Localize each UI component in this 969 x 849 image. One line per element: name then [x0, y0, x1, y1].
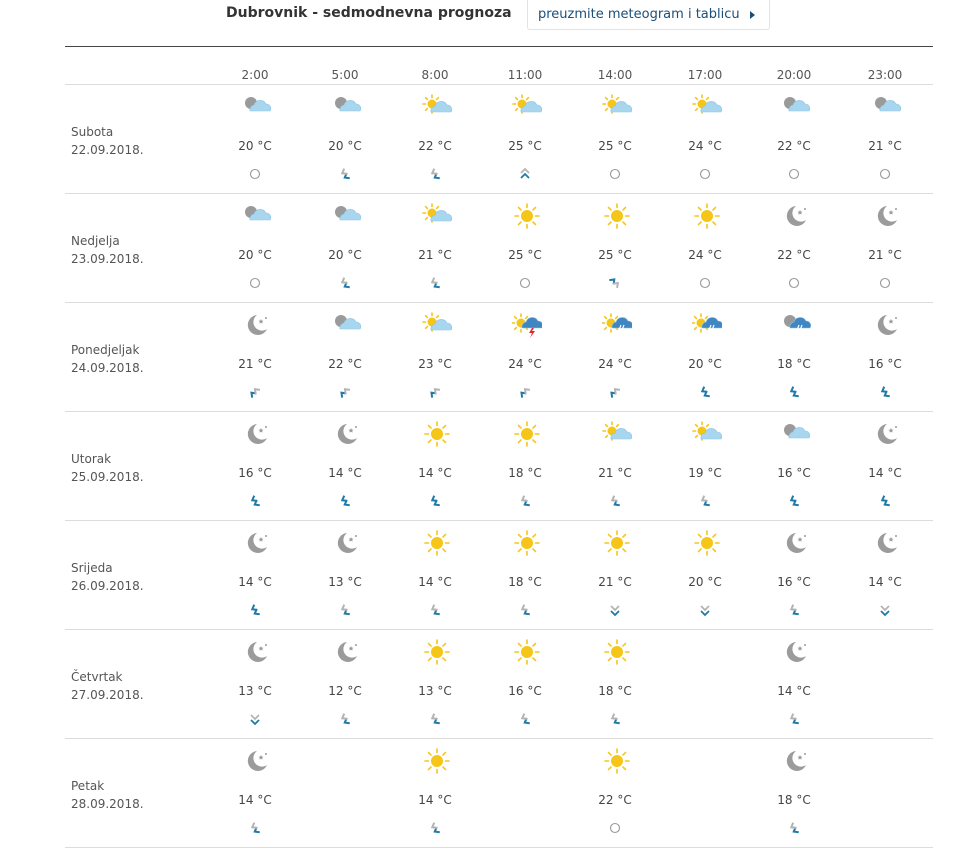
wind-nw-blue-icon: [605, 384, 625, 400]
sun-icon: [692, 203, 722, 229]
forecast-cell[interactable]: [395, 412, 475, 520]
hour-label: 5:00: [331, 68, 359, 82]
wind-ne-blue-icon: [695, 493, 715, 509]
forecast-cell[interactable]: [215, 739, 295, 847]
day-name: Utorak: [71, 452, 112, 466]
sun-storm-icon: [512, 312, 542, 338]
temperature: 24 °C: [508, 357, 542, 371]
day-name: Ponedjeljak: [71, 343, 140, 357]
forecast-cell[interactable]: [845, 412, 925, 520]
temperature: 16 °C: [508, 684, 542, 698]
meteogram-download-label: preuzmite meteogram i tablicu: [538, 7, 740, 22]
sun-rain-icon: [602, 312, 632, 338]
temperature: 20 °C: [688, 575, 722, 589]
calm-circle-icon: [784, 166, 804, 182]
temperature: 21 °C: [598, 466, 632, 480]
sun-icon: [422, 639, 452, 665]
wind-nw-blue-icon: [335, 384, 355, 400]
moon-icon: [242, 748, 272, 774]
wind-n-blue-icon: [605, 602, 625, 618]
cloud-rain-icon: [781, 312, 811, 338]
forecast-cell[interactable]: [845, 521, 925, 629]
temperature: 13 °C: [418, 684, 452, 698]
temperature: 25 °C: [508, 139, 542, 153]
forecast-cell[interactable]: [665, 194, 745, 302]
wind-ne-blue-icon: [245, 820, 265, 836]
sun-cloud-icon: [602, 421, 632, 447]
day-date: 25.09.2018.: [71, 470, 144, 484]
temperature: 25 °C: [508, 248, 542, 262]
moon-icon: [872, 530, 902, 556]
temperature: 14 °C: [868, 575, 902, 589]
moon-icon: [781, 203, 811, 229]
sun-icon: [602, 530, 632, 556]
temperature: 14 °C: [328, 466, 362, 480]
calm-circle-icon: [245, 166, 265, 182]
temperature: 19 °C: [688, 466, 722, 480]
moon-icon: [872, 312, 902, 338]
cloud-night-icon: [332, 203, 362, 229]
forecast-cell[interactable]: [395, 85, 475, 193]
forecast-cell[interactable]: [754, 412, 834, 520]
moon-icon: [242, 421, 272, 447]
day-date: 24.09.2018.: [71, 361, 144, 375]
temperature: 18 °C: [508, 466, 542, 480]
day-label: [71, 123, 144, 159]
forecast-cell[interactable]: [395, 630, 475, 738]
day-date: 28.09.2018.: [71, 797, 144, 811]
temperature: 23 °C: [418, 357, 452, 371]
forecast-cell[interactable]: [754, 739, 834, 847]
forecast-cell[interactable]: [665, 303, 745, 411]
sun-icon: [422, 530, 452, 556]
wind-ne-blue-icon: [425, 820, 445, 836]
forecast-cell[interactable]: [485, 630, 565, 738]
wind-ne-strong-icon: [784, 493, 804, 509]
temperature: 21 °C: [868, 248, 902, 262]
wind-ne-blue-icon: [784, 602, 804, 618]
forecast-cell[interactable]: [305, 630, 385, 738]
temperature: 14 °C: [868, 466, 902, 480]
forecast-cell[interactable]: [215, 412, 295, 520]
temperature: 22 °C: [328, 357, 362, 371]
wind-ne-blue-icon: [515, 493, 535, 509]
sun-icon: [692, 530, 722, 556]
wind-ne-blue-icon: [425, 711, 445, 727]
wind-ne-strong-icon: [335, 493, 355, 509]
moon-icon: [332, 530, 362, 556]
forecast-cell[interactable]: [215, 630, 295, 738]
sun-rain-icon: [692, 312, 722, 338]
sun-icon: [602, 639, 632, 665]
temperature: 18 °C: [777, 793, 811, 807]
forecast-day-row: [65, 85, 933, 194]
forecast-cell[interactable]: [485, 412, 565, 520]
cloud-night-icon: [781, 94, 811, 120]
hour-label: 17:00: [687, 68, 723, 82]
cloud-night-icon: [242, 203, 272, 229]
moon-icon: [781, 530, 811, 556]
forecast-cell[interactable]: [754, 303, 834, 411]
temperature: 21 °C: [238, 357, 272, 371]
wind-ne-blue-icon: [605, 493, 625, 509]
forecast-cell[interactable]: [845, 303, 925, 411]
temperature: 16 °C: [777, 575, 811, 589]
sun-icon: [512, 421, 542, 447]
moon-icon: [242, 312, 272, 338]
moon-icon: [781, 639, 811, 665]
calm-circle-icon: [515, 275, 535, 291]
forecast-cell[interactable]: [215, 303, 295, 411]
forecast-cell[interactable]: [575, 303, 655, 411]
calm-circle-icon: [875, 166, 895, 182]
header-divider: [65, 46, 933, 47]
temperature: 14 °C: [418, 466, 452, 480]
sun-icon: [422, 748, 452, 774]
forecast-cell[interactable]: [485, 303, 565, 411]
forecast-cell[interactable]: [305, 521, 385, 629]
temperature: 22 °C: [777, 139, 811, 153]
hours-header: [65, 64, 933, 85]
wind-ne-strong-icon: [784, 384, 804, 400]
forecast-cell[interactable]: [305, 85, 385, 193]
forecast-day-row: [65, 521, 933, 630]
forecast-cell[interactable]: [845, 85, 925, 193]
day-label: [71, 668, 144, 704]
meteogram-download-button[interactable]: [527, 0, 770, 30]
sun-icon: [602, 748, 632, 774]
forecast-cell[interactable]: [754, 85, 834, 193]
moon-icon: [242, 639, 272, 665]
day-label: [71, 341, 144, 377]
forecast-cell[interactable]: [665, 521, 745, 629]
wind-ne-blue-icon: [425, 166, 445, 182]
sun-cloud-icon: [422, 94, 452, 120]
temperature: 25 °C: [598, 248, 632, 262]
wind-ne-blue-icon: [784, 820, 804, 836]
temperature: 25 °C: [598, 139, 632, 153]
wind-ne-strong-icon: [245, 602, 265, 618]
sun-icon: [602, 203, 632, 229]
wind-ne-blue-icon: [515, 711, 535, 727]
calm-circle-icon: [605, 820, 625, 836]
wind-nw-blue-icon: [425, 384, 445, 400]
calm-circle-icon: [784, 275, 804, 291]
day-name: Srijeda: [71, 561, 113, 575]
forecast-cell[interactable]: [395, 303, 475, 411]
day-name: Subota: [71, 125, 114, 139]
forecast-cell[interactable]: [485, 85, 565, 193]
cloud-night-icon: [332, 312, 362, 338]
temperature: 24 °C: [598, 357, 632, 371]
sun-icon: [512, 530, 542, 556]
forecast-cell[interactable]: [575, 194, 655, 302]
forecast-cell[interactable]: [575, 630, 655, 738]
wind-ne-strong-icon: [425, 493, 445, 509]
wind-ne-strong-icon: [245, 493, 265, 509]
hour-label: 23:00: [867, 68, 903, 82]
wind-s-blue-icon: [515, 166, 535, 182]
wind-nw-blue-icon: [245, 384, 265, 400]
forecast-cell[interactable]: [215, 194, 295, 302]
calm-circle-icon: [605, 166, 625, 182]
day-name: Petak: [71, 779, 105, 793]
forecast-cell[interactable]: [395, 521, 475, 629]
forecast-cell[interactable]: [575, 85, 655, 193]
wind-ne-blue-icon: [335, 602, 355, 618]
calm-circle-icon: [695, 166, 715, 182]
sun-cloud-icon: [602, 94, 632, 120]
forecast-cell[interactable]: [754, 521, 834, 629]
temperature: 16 °C: [238, 466, 272, 480]
wind-ne-blue-icon: [335, 711, 355, 727]
temperature: 20 °C: [238, 248, 272, 262]
forecast-cell[interactable]: [305, 412, 385, 520]
cloud-night-icon: [872, 94, 902, 120]
moon-icon: [242, 530, 272, 556]
forecast-cell[interactable]: [754, 194, 834, 302]
day-name: Četvrtak: [71, 670, 123, 684]
wind-n-blue-icon: [875, 602, 895, 618]
forecast-cell[interactable]: [575, 739, 655, 847]
page-title: Dubrovnik - sedmodnevna prognoza: [226, 5, 512, 21]
temperature: 20 °C: [328, 139, 362, 153]
day-date: 23.09.2018.: [71, 252, 144, 266]
temperature: 13 °C: [328, 575, 362, 589]
sun-cloud-icon: [692, 94, 722, 120]
temperature: 21 °C: [598, 575, 632, 589]
wind-nw-blue-icon: [515, 384, 535, 400]
wind-n-blue-icon: [245, 711, 265, 727]
sun-icon: [422, 421, 452, 447]
forecast-cell[interactable]: [485, 521, 565, 629]
moon-icon: [332, 639, 362, 665]
forecast-day-row: [65, 194, 933, 303]
forecast-day-row: [65, 630, 933, 739]
temperature: 22 °C: [598, 793, 632, 807]
wind-ne-blue-icon: [425, 275, 445, 291]
wind-ne-strong-icon: [695, 384, 715, 400]
forecast-day-row: [65, 303, 933, 412]
sun-cloud-icon: [692, 421, 722, 447]
day-date: 22.09.2018.: [71, 143, 144, 157]
forecast-cell[interactable]: [215, 85, 295, 193]
temperature: 21 °C: [868, 139, 902, 153]
temperature: 24 °C: [688, 248, 722, 262]
forecast-day-row: [65, 412, 933, 521]
temperature: 14 °C: [238, 793, 272, 807]
day-name: Nedjelja: [71, 234, 120, 248]
hour-label: 20:00: [776, 68, 812, 82]
temperature: 16 °C: [868, 357, 902, 371]
wind-ne-strong-icon: [875, 384, 895, 400]
forecast-day-row: [65, 739, 933, 848]
temperature: 18 °C: [508, 575, 542, 589]
wind-ne-blue-icon: [425, 602, 445, 618]
forecast-cell[interactable]: [305, 194, 385, 302]
cloud-night-icon: [332, 94, 362, 120]
moon-icon: [781, 748, 811, 774]
forecast-cell[interactable]: [215, 521, 295, 629]
calm-circle-icon: [695, 275, 715, 291]
cloud-night-icon: [242, 94, 272, 120]
wind-sw-blue-icon: [605, 275, 625, 291]
temperature: 21 °C: [418, 248, 452, 262]
day-label: [71, 232, 144, 268]
temperature: 24 °C: [688, 139, 722, 153]
hour-label: 11:00: [507, 68, 543, 82]
temperature: 13 °C: [238, 684, 272, 698]
day-label: [71, 777, 144, 813]
hour-label: 8:00: [421, 68, 449, 82]
wind-ne-blue-icon: [335, 166, 355, 182]
calm-circle-icon: [245, 275, 265, 291]
forecast-cell[interactable]: [575, 521, 655, 629]
moon-icon: [872, 203, 902, 229]
forecast-cell[interactable]: [395, 194, 475, 302]
temperature: 14 °C: [418, 575, 452, 589]
wind-ne-blue-icon: [605, 711, 625, 727]
wind-ne-blue-icon: [515, 602, 535, 618]
day-label: [71, 450, 144, 486]
temperature: 22 °C: [777, 248, 811, 262]
temperature: 22 °C: [418, 139, 452, 153]
day-label: [71, 559, 144, 595]
forecast-cell[interactable]: [395, 739, 475, 847]
hour-label: 14:00: [597, 68, 633, 82]
forecast-cell[interactable]: [485, 194, 565, 302]
caret-right-icon: [750, 11, 755, 19]
temperature: 20 °C: [328, 248, 362, 262]
forecast-cell[interactable]: [665, 412, 745, 520]
temperature: 16 °C: [777, 466, 811, 480]
day-date: 27.09.2018.: [71, 688, 144, 702]
forecast-cell[interactable]: [845, 194, 925, 302]
temperature: 18 °C: [598, 684, 632, 698]
temperature: 20 °C: [238, 139, 272, 153]
forecast-cell[interactable]: [305, 303, 385, 411]
cloud-night-icon: [781, 421, 811, 447]
moon-icon: [332, 421, 362, 447]
forecast-cell[interactable]: [754, 630, 834, 738]
temperature: 14 °C: [238, 575, 272, 589]
sun-cloud-icon: [422, 203, 452, 229]
forecast-cell[interactable]: [575, 412, 655, 520]
sun-cloud-icon: [512, 94, 542, 120]
wind-ne-blue-icon: [784, 711, 804, 727]
sun-icon: [512, 639, 542, 665]
hour-label: 2:00: [241, 68, 269, 82]
calm-circle-icon: [875, 275, 895, 291]
temperature: 12 °C: [328, 684, 362, 698]
temperature: 14 °C: [418, 793, 452, 807]
temperature: 20 °C: [688, 357, 722, 371]
day-date: 26.09.2018.: [71, 579, 144, 593]
wind-n-blue-icon: [695, 602, 715, 618]
wind-ne-blue-icon: [335, 275, 355, 291]
temperature: 14 °C: [777, 684, 811, 698]
forecast-cell[interactable]: [665, 85, 745, 193]
moon-icon: [872, 421, 902, 447]
sun-cloud-icon: [422, 312, 452, 338]
temperature: 18 °C: [777, 357, 811, 371]
sun-icon: [512, 203, 542, 229]
wind-ne-strong-icon: [875, 493, 895, 509]
